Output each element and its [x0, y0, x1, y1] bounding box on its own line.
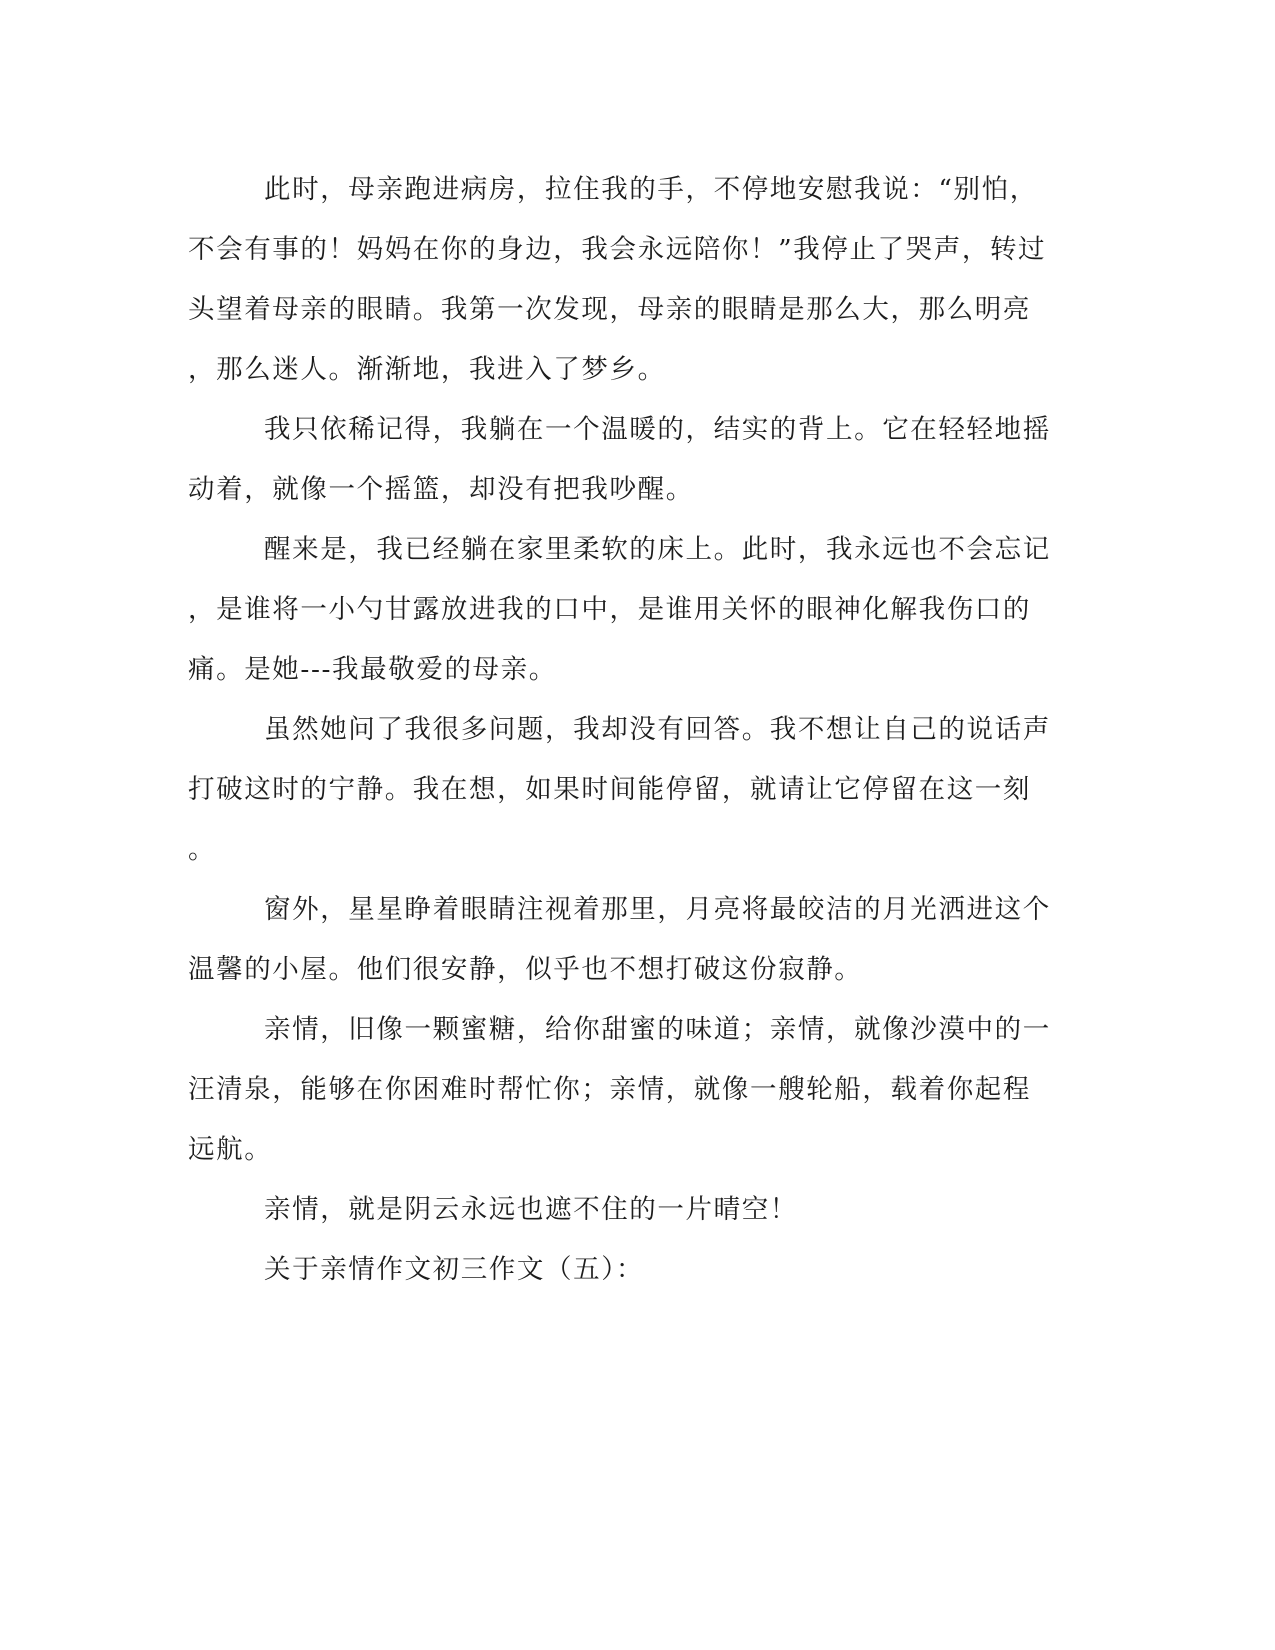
text-line: 亲情，旧像一颗蜜糖，给你甜蜜的味道；亲情，就像沙漠中的一 — [264, 1014, 1051, 1045]
text-line: 痛。是她---我最敬爱的母亲。 — [188, 654, 557, 685]
text-line: ，那么迷人。渐渐地，我进入了梦乡。 — [188, 354, 666, 385]
text-line: 我只依稀记得，我躺在一个温暖的，结实的背上。它在轻轻地摇 — [264, 414, 1051, 445]
text-line: 醒来是，我已经躺在家里柔软的床上。此时，我永远也不会忘记 — [264, 534, 1051, 565]
text-line: 虽然她问了我很多问题，我却没有回答。我不想让自己的说话声 — [264, 714, 1051, 745]
text-line: 亲情，就是阴云永远也遮不住的一片晴空！ — [264, 1194, 798, 1225]
text-line: 此时，母亲跑进病房，拉住我的手，不停地安慰我说：“别怕， — [264, 174, 1038, 205]
text-line: 打破这时的宁静。我在想，如果时间能停留，就请让它停留在这一刻 — [188, 774, 1031, 805]
text-line: 汪清泉，能够在你困难时帮忙你；亲情，就像一艘轮船，载着你起程 — [188, 1074, 1031, 1105]
text-line: 不会有事的！妈妈在你的身边，我会永远陪你！”我停止了哭声，转过 — [188, 234, 1047, 265]
text-line: 窗外，星星睁着眼睛注视着那里，月亮将最皎洁的月光洒进这个 — [264, 894, 1051, 925]
text-line: 。 — [188, 834, 217, 865]
text-line: 温馨的小屋。他们很安静，似乎也不想打破这份寂静。 — [188, 954, 863, 985]
text-line: ，是谁将一小勺甘露放进我的口中，是谁用关怀的眼神化解我伤口的 — [188, 594, 1031, 625]
section-heading: 关于亲情作文初三作文（五）： — [264, 1254, 645, 1285]
text-line: 远航。 — [188, 1134, 273, 1165]
text-line: 动着，就像一个摇篮，却没有把我吵醒。 — [188, 474, 694, 505]
text-line: 头望着母亲的眼睛。我第一次发现，母亲的眼睛是那么大，那么明亮 — [188, 294, 1031, 325]
